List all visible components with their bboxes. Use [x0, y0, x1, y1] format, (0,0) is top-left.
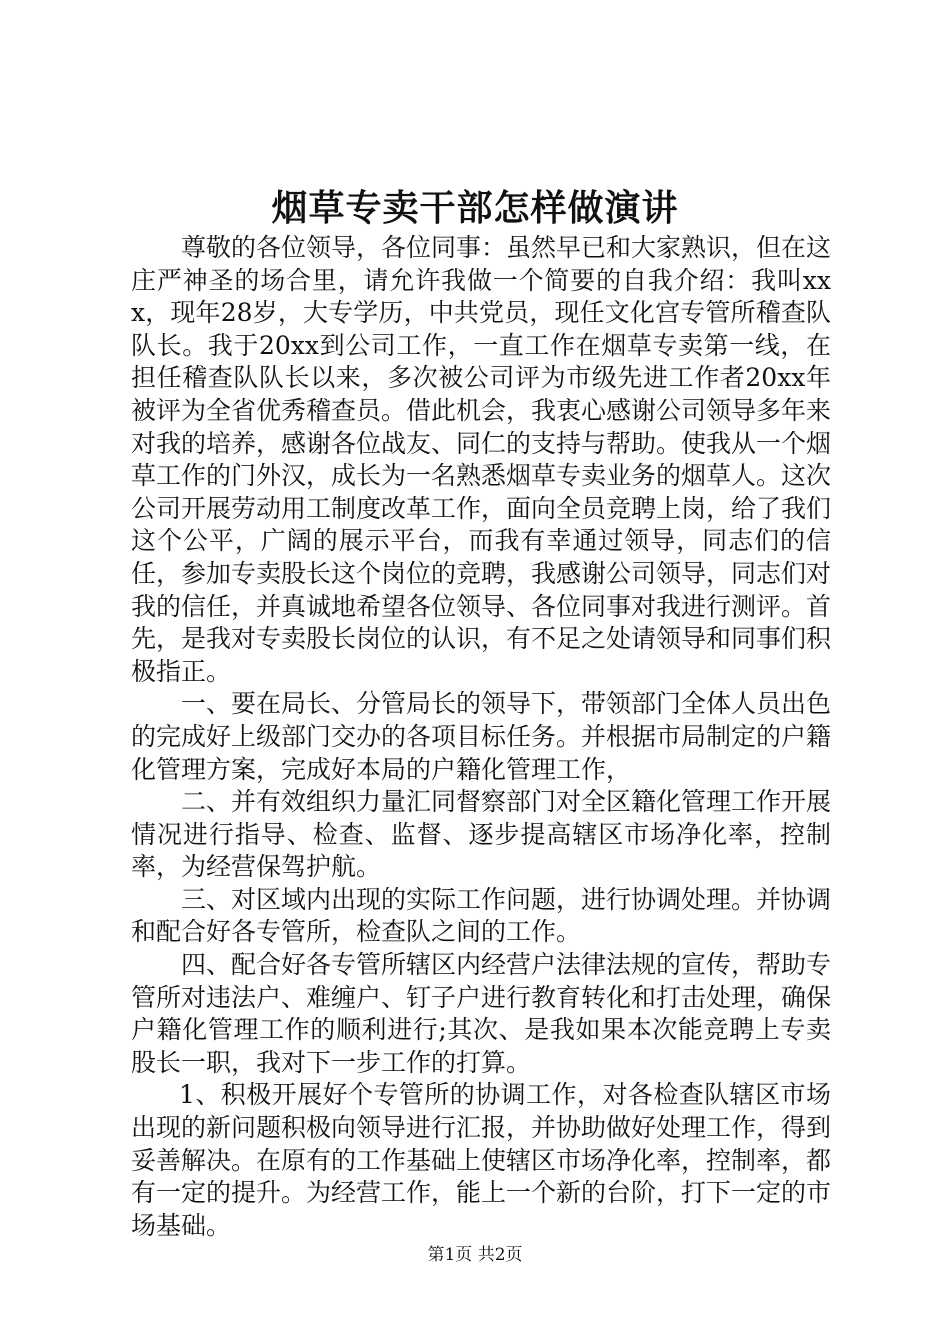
paragraph-item-2: 二、并有效组织力量汇同督察部门对全区籍化管理工作开展情况进行指导、检查、监督、逐步提高辖区市场净化率，控制率，为经营保驾护航。	[131, 787, 832, 882]
page-footer: 第1页 共2页	[427, 1245, 523, 1265]
paragraph-plan-1: 1、积极开展好个专管所的协调工作，对各检查队辖区市场出现的新问题积极向领导进行汇报，并协助做好处理工作，得到妥善解决。在原有的工作基础上使辖区市场净化率，控制率，都有一定的提升。为经营工作，能上一个新的台阶，打下一定的市场基础。	[131, 1080, 832, 1240]
document-body	[131, 232, 831, 1242]
paragraph-item-1: 一、要在局长、分管局长的领导下，带领部门全体人员出色的完成好上级部门交办的各项目标任务。并根据市局制定的户籍化管理方案，完成好本局的户籍化管理工作，	[131, 689, 832, 784]
paragraph-item-4: 四、配合好各专管所辖区内经营户法律法规的宣传，帮助专管所对违法户、难缠户、钉子户进行教育转化和打击处理，确保户籍化管理工作的顺利进行;其次、是我如果本次能竞聘上专卖股长一职，我对下一步工作的打算。	[131, 950, 832, 1077]
document-title: 烟草专卖干部怎样做演讲	[271, 187, 679, 229]
paragraph-item-3: 三、对区域内出现的实际工作问题，进行协调处理。并协调和配合好各专管所，检查队之间的工作。	[131, 884, 832, 947]
paragraph-intro: 尊敬的各位领导，各位同事：虽然早已和大家熟识，但在这庄严神圣的场合里，请允许我做一个简要的自我介绍：我叫xxx，现年28岁，大专学历，中共党员，现任文化宫专管所稽查队队长。我于20xx到公司工作，一直工作在烟草专卖第一线，在担任稽查队队长以来，多次被公司评为市级先进工作者20xx年被评为全省优秀稽查员。借此机会，我衷心感谢公司领导多年来对我的培养，感谢各位战友、同仁的支持与帮助。使我从一个烟草工作的门外汉，成长为一名熟悉烟草专卖业务的烟草人。这次公司开展劳动用工制度改革工作，面向全员竞聘上岗，给了我们这个公平，广阔的展示平台，而我有幸通过领导，同志们的信任，参加专卖股长这个岗位的竞聘，我感谢公司领导，同志们对我的信任，并真诚地希望各位领导、各位同事对我进行测评。首先，是我对专卖股长岗位的认识，有不足之处请领导和同事们积极指正。	[131, 233, 832, 686]
